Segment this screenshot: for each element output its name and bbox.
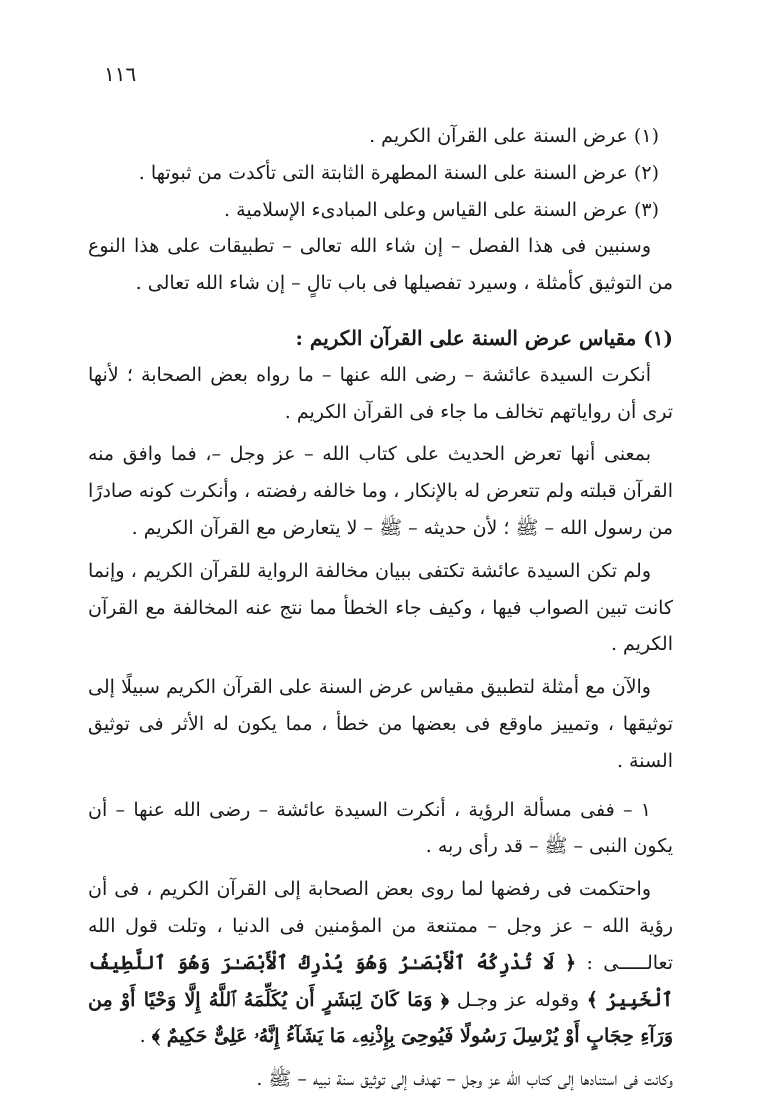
argument-connector: وقوله عز وجـل <box>456 988 580 1011</box>
closing-paragraph: وكانت فى استنادها إلى كتاب الله عز وجل – تهدف إلى توثيق سنة نبيه – ﷺ . <box>256 1068 673 1091</box>
page-number: ١١٦ <box>104 62 137 86</box>
list-item-1: (١) عرض السنة على القرآن الكريم . <box>369 125 659 147</box>
intro-paragraph: وسنبين فى هذا الفصل – إن شاء الله تعالى – تطبيقات على هذا النوع من التوثيق كأمثلة ، وسيرد تفصيلها فى باب تالٍ – إن شاء الله تعالى . <box>88 235 673 295</box>
body-text <box>88 118 673 1098</box>
list-item-2: (٢) عرض السنة على السنة المطهرة الثابتة التى تأكدت من ثبوتها . <box>138 161 659 184</box>
paragraph-3: ولم تكن السيدة عائشة تكتفى ببيان مخالفة الرواية للقرآن الكريم ، وإنما كانت تبين الصواب فيها ، وكيف جاء الخطأ مما نتج عنه المخالفة مع القرآن الكريم . <box>88 559 673 656</box>
quran-verse-2: ﴿ وَمَا كَانَ لِبَشَرٍ أَن يُكَلِّمَهُ ٱللَّهُ إِلَّا وَحْيًا أَوْ مِن وَرَآءِ حِجَابٍ أَوْ يُرْسِلَ رَسُولًا فَيُوحِىَ بِإِذْنِهِۦ مَا يَشَآءُ إِنَّهُۥ عَلِىٌّ حَكِيمٌ ﴾ <box>88 988 673 1048</box>
paragraph-1: أنكرت السيدة عائشة – رضى الله عنها – ما رواه بعض الصحابة ؛ لأنها ترى أن رواياتهم تخالف ما جاء فى القرآن الكريم . <box>88 363 673 423</box>
paragraph-4: والآن مع أمثلة لتطبيق مقياس عرض السنة على القرآن الكريم سبيلًا إلى توثيقها ، وتمييز ماوقع فى بعضها من خطأ ، مما يكون له الأثر فى توثيق السنة . <box>88 676 673 772</box>
argument-end: . <box>139 1025 146 1048</box>
paragraph-argument <box>88 871 673 1055</box>
section-heading: (١) مقياس عرض السنة على القرآن الكريم : <box>295 325 673 350</box>
quran-verse-1: ﴿ لَا تُدْرِكُهُ ٱلْأَبْصَـٰرُ وَهُوَ يُدْرِكُ ٱلْأَبْصَـٰرَ وَهُوَ ٱللَّطِيفُ ٱلْخَبِيرُ ﴾ <box>88 951 673 1011</box>
paragraph-2: بمعنى أنها تعرض الحديث على كتاب الله – عز وجل –، فما وافق منه القرآن قبلته ولم تتعرض له بالإنكار ، وما خالفه رفضته ، وأنكرت كونه صادرًا من رسول الله – ﷺ ؛ لأن حديثه – ﷺ – لا يتعارض مع القرآن الكريم . <box>88 443 673 539</box>
list-item-3: (٣) عرض السنة على القياس وعلى المبادىء الإسلامية . <box>224 198 659 221</box>
paragraph-5: ١ – ففى مسألة الرؤية ، أنكرت السيدة عائشة – رضى الله عنها – أن يكون النبى – ﷺ – قد رأى ربه . <box>88 798 673 858</box>
argument-lead: واحتكمت فى رفضها لما روى بعض الصحابة إلى القرآن الكريم ، فى أن رؤية الله – عز وجل – ممتنعة من المؤمنين فى الدنيا ، وتلت قول الله تعالـــــى : <box>88 878 673 974</box>
